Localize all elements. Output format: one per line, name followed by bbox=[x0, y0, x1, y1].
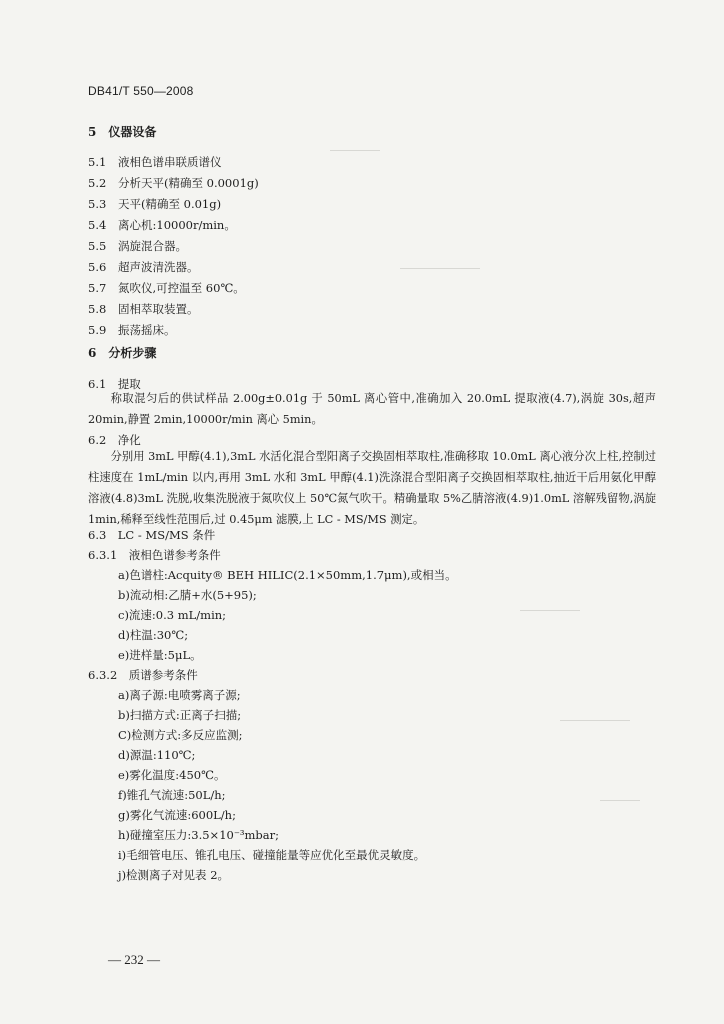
list-item-5-3: 5.3 天平(精确至 0.01g) bbox=[88, 197, 222, 211]
ms-condition-scan-mode: b)扫描方式:正离子扫描; bbox=[118, 708, 242, 722]
section-6-2-body: 分别用 3mL 甲醇(4.1),3mL 水活化混合型阳离子交换固相萃取柱,准确移取 10.0mL 离心液分次上柱,控制过柱速度在 1mL/min 以内,再用 3mL 水和 3mL 甲醇(4.1)洗涤混合型阳离子交换固相萃取柱,抽近干后用氨化甲醇溶液(4.8)3mL 洗脱,收集洗脱液于氮吹仪上 50℃氮气吹干。精确量取 5%乙腈溶液(4.9)1.0mL 溶解残留物,涡旋 1min,稀释至线性范围后,过 0.45μm 滤膜,上 LC - MS/MS 测定。 bbox=[88, 450, 656, 526]
ms-condition-cone-gas: f)锥孔气流速:50L/h; bbox=[118, 788, 226, 802]
standard-code: DB41/T 550—2008 bbox=[88, 84, 194, 98]
scan-speck bbox=[600, 800, 640, 801]
list-item-5-8: 5.8 固相萃取装置。 bbox=[88, 302, 199, 316]
lc-condition-column-temp: d)柱温:30℃; bbox=[118, 628, 189, 642]
lc-condition-flow-rate: c)流速:0.3 mL/min; bbox=[118, 608, 227, 622]
section-6-2-title: 6.2 净化 bbox=[88, 433, 141, 447]
lc-condition-mobile-phase: b)流动相:乙腈+水(5+95); bbox=[118, 588, 257, 602]
list-item-5-1: 5.1 液相色谱串联质谱仪 bbox=[88, 155, 222, 169]
section-6-3-title: 6.3 LC - MS/MS 条件 bbox=[88, 528, 216, 542]
list-item-5-6: 5.6 超声波清洗器。 bbox=[88, 260, 199, 274]
list-item-5-4: 5.4 离心机:10000r/min。 bbox=[88, 218, 236, 232]
page-number: — 232 — bbox=[108, 952, 160, 967]
ms-condition-voltage-optimization: i)毛细管电压、锥孔电压、碰撞能量等应优化至最优灵敏度。 bbox=[118, 848, 426, 862]
ms-condition-source-temp: d)源温:110℃; bbox=[118, 748, 196, 762]
scan-speck bbox=[330, 150, 380, 151]
section-6-1-title: 6.1 提取 bbox=[88, 377, 141, 391]
scan-speck bbox=[400, 268, 480, 269]
section-5-heading: 5 仪器设备 bbox=[88, 125, 157, 139]
scan-speck bbox=[560, 720, 630, 721]
section-6-3-2-title: 6.3.2 质谱参考条件 bbox=[88, 668, 198, 682]
list-item-5-7: 5.7 氮吹仪,可控温至 60℃。 bbox=[88, 281, 245, 295]
list-item-5-5: 5.5 涡旋混合器。 bbox=[88, 239, 187, 253]
lc-condition-column: a)色谱柱:Acquity® BEH HILIC(2.1×50mm,1.7μm),或相当。 bbox=[118, 568, 457, 582]
ms-condition-desolvation-gas: g)雾化气流速:600L/h; bbox=[118, 808, 236, 822]
ms-condition-detection-mode: C)检测方式:多反应监测; bbox=[118, 728, 243, 742]
list-item-5-2: 5.2 分析天平(精确至 0.0001g) bbox=[88, 176, 259, 190]
ms-condition-ion-pairs: j)检测离子对见表 2。 bbox=[118, 868, 230, 882]
ms-condition-collision-pressure: h)碰撞室压力:3.5×10⁻³mbar; bbox=[118, 828, 279, 842]
lc-condition-injection-volume: e)进样量:5μL。 bbox=[118, 648, 202, 662]
scan-speck bbox=[520, 610, 580, 611]
ms-condition-desolvation-temp: e)雾化温度:450℃。 bbox=[118, 768, 226, 782]
section-6-3-1-title: 6.3.1 液相色谱参考条件 bbox=[88, 548, 221, 562]
section-6-heading: 6 分析步骤 bbox=[88, 346, 157, 360]
section-6-1-body: 称取混匀后的供试样品 2.00g±0.01g 于 50mL 离心管中,准确加入 20.0mL 提取液(4.7),涡旋 30s,超声 20min,静置 2min,10000r/min 离心 5min。 bbox=[88, 392, 656, 426]
list-item-5-9: 5.9 振荡摇床。 bbox=[88, 323, 176, 337]
ms-condition-ion-source: a)离子源:电喷雾离子源; bbox=[118, 688, 241, 702]
